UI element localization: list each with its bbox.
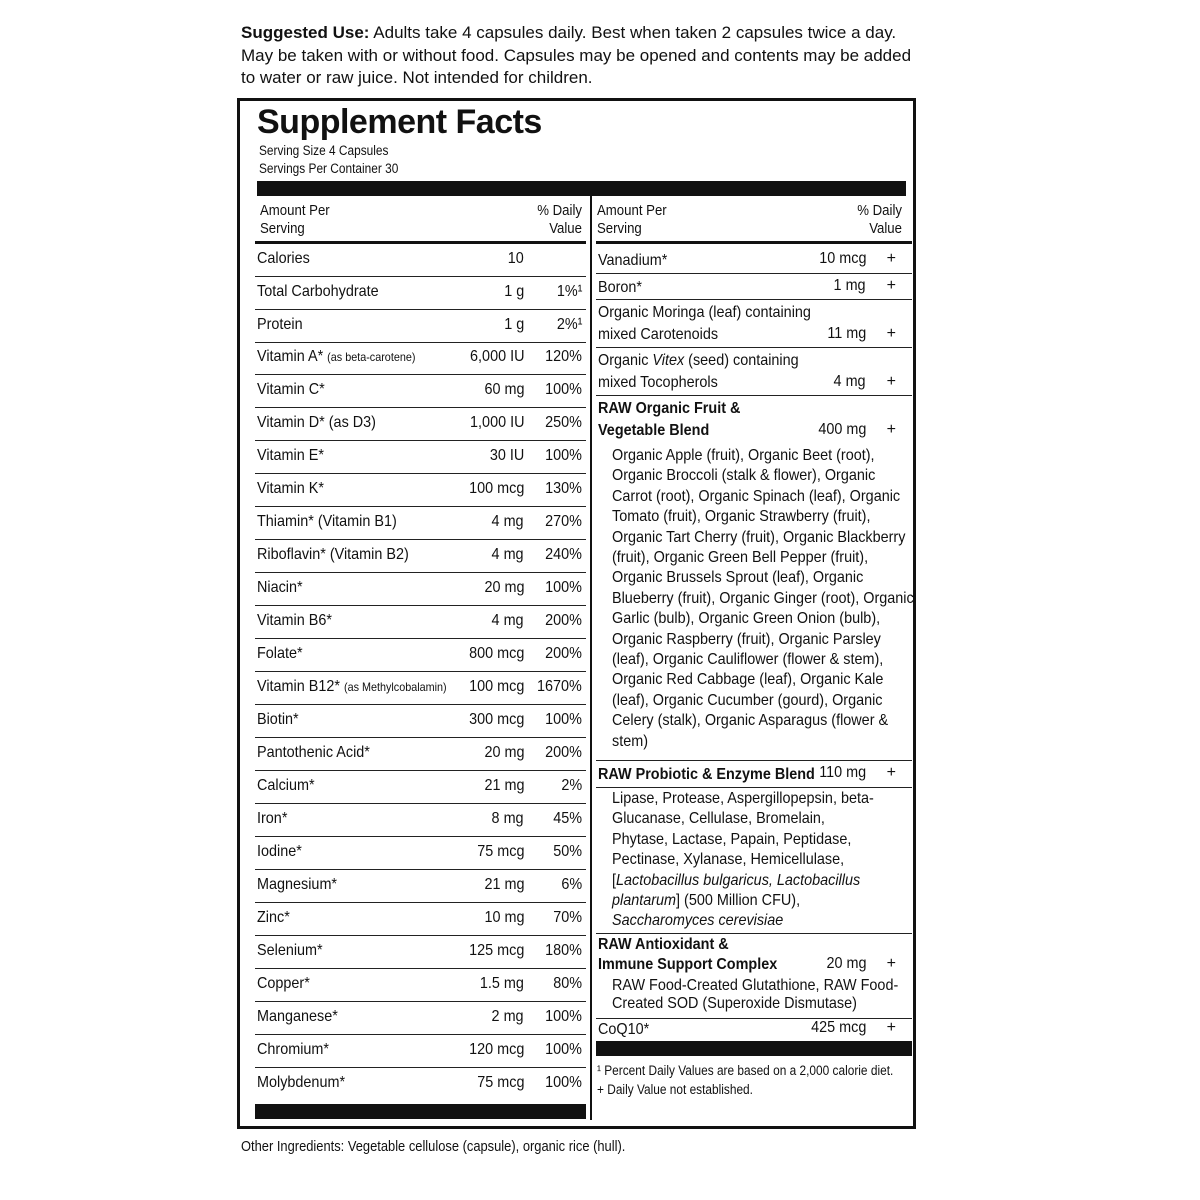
nutrient-amount: 1 g bbox=[503, 283, 524, 300]
nutrient-name-text: Vitamin A* bbox=[257, 348, 324, 365]
vitex-line1-b: Vitex bbox=[652, 352, 685, 369]
nutrient-name bbox=[257, 283, 379, 301]
nutrient-amount: 4 mg bbox=[491, 546, 524, 563]
vanadium-amount: 10 mcg bbox=[818, 250, 866, 267]
right-bottom-bar bbox=[596, 1041, 912, 1056]
nutrient-amount: 125 mcg bbox=[468, 942, 524, 959]
top-thick-bar bbox=[257, 181, 906, 196]
nutrient-row bbox=[255, 969, 586, 1002]
nutrient-name bbox=[257, 777, 315, 795]
moringa-line1: Organic Moringa (leaf) containing bbox=[598, 304, 811, 321]
nutrient-row bbox=[255, 870, 586, 903]
nutrient-name-text: Vitamin K* bbox=[257, 480, 324, 497]
nutrient-name bbox=[257, 513, 397, 531]
fruit-blend-line1: RAW Organic Fruit & bbox=[598, 400, 741, 417]
nutrient-name bbox=[257, 843, 302, 861]
footnotes bbox=[597, 1061, 893, 1099]
other-ingredients: Other Ingredients: Vegetable cellulose (capsule), organic rice (hull). bbox=[241, 1138, 626, 1155]
nutrient-name-text: Iron* bbox=[257, 810, 288, 827]
nutrient-row bbox=[255, 903, 586, 936]
coq10-name: CoQ10* bbox=[598, 1021, 650, 1038]
moringa-line2: mixed Carotenoids bbox=[598, 326, 719, 343]
nutrient-amount: 60 mg bbox=[483, 381, 524, 398]
vitex-line1 bbox=[598, 350, 799, 371]
nutrient-row bbox=[255, 705, 586, 738]
vitex-amount: 4 mg bbox=[833, 373, 866, 390]
right-header-amount: Amount Per Serving bbox=[597, 202, 667, 237]
nutrient-name-text: Total Carbohydrate bbox=[257, 283, 379, 300]
suggested-use-text: Adults take 4 capsules daily. Best when taken 2 capsules twice a day. May be taken with or without food. Capsules may be opened and contents may be added to water or raw juice. Not intended for children. bbox=[241, 23, 912, 87]
suggested-use bbox=[241, 22, 921, 90]
nutrient-name-text: Zinc* bbox=[257, 909, 290, 926]
suggested-use-label: Suggested Use: bbox=[241, 23, 370, 42]
fruit-blend-amount: 400 mg bbox=[817, 421, 866, 438]
nutrient-row bbox=[255, 1068, 586, 1101]
nutrient-row bbox=[255, 771, 586, 804]
nutrient-name-text: Copper* bbox=[257, 975, 310, 992]
nutrient-dv: 70% bbox=[553, 909, 582, 926]
coq10-amount: 425 mcg bbox=[810, 1019, 866, 1036]
nutrient-name bbox=[257, 447, 324, 465]
nutrient-amount: 75 mcg bbox=[476, 843, 524, 860]
boron-amount: 1 mg bbox=[833, 277, 866, 294]
nutrient-name bbox=[257, 316, 303, 334]
nutrient-dv: 130% bbox=[545, 480, 582, 497]
nutrient-name bbox=[257, 579, 303, 597]
nutrient-name-text: Vitamin B12* bbox=[257, 678, 340, 695]
antioxidant-line2: Immune Support Complex bbox=[598, 956, 778, 973]
nutrient-dv: 100% bbox=[545, 1074, 582, 1091]
nutrient-name-text: Niacin* bbox=[257, 579, 303, 596]
right-header-dv: % Daily Value bbox=[857, 202, 902, 237]
nutrient-name-text: Magnesium* bbox=[257, 876, 338, 893]
left-header-dv: % Daily Value bbox=[537, 202, 582, 237]
left-header-amount: Amount Per Serving bbox=[260, 202, 330, 237]
nutrient-row bbox=[255, 540, 586, 573]
coq10-row bbox=[596, 1019, 912, 1041]
nutrient-name-text: Iodine* bbox=[257, 843, 302, 860]
nutrient-name-text: Biotin* bbox=[257, 711, 299, 728]
probiotic-ingredients-b: Lactobacillus bulgaricus, Lactobacillus plantarum bbox=[612, 871, 861, 910]
nutrient-dv: 2% bbox=[561, 777, 582, 794]
nutrient-name bbox=[257, 678, 447, 696]
nutrient-dv: 100% bbox=[545, 711, 582, 728]
vitex-line2: mixed Tocopherols bbox=[598, 374, 718, 391]
fruit-blend-ingredients: Organic Apple (fruit), Organic Beet (root), Organic Broccoli (stalk & flower), Organic Carrot (root), Organic Spinach (leaf), Organic Tomato (fruit), Organic Strawberry (fruit), Organic Tart Cherry (fruit), Organic Blackberry (fruit), Organic Green Bell Pepper (fruit), Organic Brussels Sprout (leaf), Organic Blueberry (fruit), Organic Ginger (root), Organic Garlic (bulb), Organic Green Onion (bulb), Organic Raspberry (fruit), Organic Parsley (leaf), Organic Cauliflower (flower & stem), Organic Red Cabbage (leaf), Organic Kale (leaf), Organic Cucumber (gourd), Organic Celery (stalk), Organic Asparagus (flower & stem) bbox=[612, 447, 914, 750]
nutrient-dv: 80% bbox=[553, 975, 582, 992]
nutrient-dv: 6% bbox=[561, 876, 582, 893]
nutrient-name bbox=[257, 480, 324, 498]
nutrient-name bbox=[257, 612, 332, 630]
nutrient-amount: 4 mg bbox=[491, 513, 524, 530]
nutrient-amount: 6,000 IU bbox=[469, 348, 524, 365]
nutrient-name-text: Selenium* bbox=[257, 942, 323, 959]
probiotic-ingredients-c: ] (500 Million CFU), bbox=[676, 892, 801, 910]
supplement-facts-panel bbox=[237, 98, 916, 1129]
panel-title: Supplement Facts bbox=[257, 103, 542, 141]
probiotic-dv: + bbox=[886, 764, 896, 781]
nutrient-dv: 120% bbox=[545, 348, 582, 365]
nutrient-dv: 2%¹ bbox=[556, 316, 582, 333]
nutrient-name-text: Folate* bbox=[257, 645, 303, 662]
nutrient-note: (as beta-carotene) bbox=[327, 350, 416, 364]
nutrient-amount: 20 mg bbox=[483, 579, 524, 596]
nutrient-amount: 1,000 IU bbox=[469, 414, 524, 431]
nutrient-dv: 200% bbox=[545, 645, 582, 662]
nutrient-name bbox=[257, 942, 323, 960]
nutrient-dv: 100% bbox=[545, 381, 582, 398]
nutrient-name bbox=[257, 414, 376, 432]
moringa-dv: + bbox=[886, 325, 896, 342]
nutrient-name-text: Calories bbox=[257, 250, 310, 267]
nutrient-name-text: Protein bbox=[257, 316, 303, 333]
nutrient-name bbox=[257, 909, 290, 927]
nutrient-name bbox=[257, 711, 299, 729]
nutrient-row bbox=[255, 804, 586, 837]
nutrient-row bbox=[255, 342, 586, 375]
nutrient-amount: 800 mcg bbox=[468, 645, 524, 662]
nutrient-amount: 10 mg bbox=[483, 909, 524, 926]
serving-size: Serving Size 4 Capsules bbox=[259, 143, 389, 158]
nutrient-name bbox=[257, 1074, 345, 1092]
servings-per-container: Servings Per Container 30 bbox=[259, 161, 399, 176]
nutrient-row bbox=[255, 408, 586, 441]
nutrient-name bbox=[257, 250, 310, 268]
nutrient-dv: 240% bbox=[545, 546, 582, 563]
probiotic-ingredients-d: Saccharomyces cerevisiae bbox=[612, 912, 784, 930]
nutrient-name-text: Calcium* bbox=[257, 777, 315, 794]
nutrient-amount: 21 mg bbox=[483, 777, 524, 794]
antioxidant-dv: + bbox=[886, 955, 896, 972]
nutrient-name-text: Pantothenic Acid* bbox=[257, 744, 370, 761]
fruit-blend-dv: + bbox=[886, 421, 896, 438]
nutrient-amount: 8 mg bbox=[491, 810, 524, 827]
nutrient-name-text: Riboflavin* (Vitamin B2) bbox=[257, 546, 409, 563]
column-divider bbox=[590, 196, 592, 1120]
vitex-line1-a: Organic bbox=[598, 352, 653, 369]
nutrient-name bbox=[257, 1041, 329, 1059]
nutrient-amount: 30 IU bbox=[489, 447, 524, 464]
vitex-dv: + bbox=[886, 373, 896, 390]
nutrient-row bbox=[255, 639, 586, 672]
nutrient-amount: 1.5 mg bbox=[479, 975, 524, 992]
nutrient-dv: 100% bbox=[545, 1008, 582, 1025]
antioxidant-amount: 20 mg bbox=[825, 955, 866, 972]
nutrient-dv: 50% bbox=[553, 843, 582, 860]
nutrient-name bbox=[257, 744, 370, 762]
nutrient-row bbox=[255, 837, 586, 870]
moringa-amount: 11 mg bbox=[827, 325, 866, 342]
footnote-1: ¹ Percent Daily Values are based on a 2,000 calorie diet. bbox=[597, 1063, 894, 1078]
nutrient-name bbox=[257, 975, 310, 993]
nutrient-row bbox=[255, 1035, 586, 1068]
vanadium-name: Vanadium* bbox=[598, 252, 668, 269]
nutrient-row bbox=[255, 375, 586, 408]
antioxidant-ingredients: RAW Food-Created Glutathione, RAW Food-Created SOD (Superoxide Dismutase) bbox=[612, 977, 899, 1012]
nutrient-amount: 100 mcg bbox=[468, 678, 524, 695]
vanadium-dv: + bbox=[886, 250, 896, 267]
nutrient-dv: 100% bbox=[545, 1041, 582, 1058]
nutrient-dv: 180% bbox=[545, 942, 582, 959]
nutrient-name bbox=[257, 876, 337, 894]
nutrient-name bbox=[257, 348, 415, 366]
boron-dv: + bbox=[886, 277, 896, 294]
nutrient-row bbox=[255, 277, 586, 310]
nutrient-dv: 100% bbox=[545, 447, 582, 464]
nutrient-amount: 300 mcg bbox=[468, 711, 524, 728]
nutrient-name-text: Vitamin B6* bbox=[257, 612, 332, 629]
nutrient-name bbox=[257, 645, 303, 663]
probiotic-ingredients bbox=[612, 789, 882, 932]
nutrient-amount: 1 g bbox=[503, 316, 524, 333]
nutrient-amount: 10 bbox=[507, 250, 524, 267]
nutrient-dv: 200% bbox=[545, 744, 582, 761]
nutrient-name bbox=[257, 810, 287, 828]
coq10-dv: + bbox=[886, 1019, 896, 1036]
nutrient-row bbox=[255, 936, 586, 969]
nutrient-note: (as Methylcobalamin) bbox=[343, 680, 447, 694]
nutrient-dv: 200% bbox=[545, 612, 582, 629]
vitex-line1-c: (seed) containing bbox=[684, 352, 799, 369]
nutrient-name-text: Vitamin C* bbox=[257, 381, 325, 398]
probiotic-name: RAW Probiotic & Enzyme Blend bbox=[598, 766, 815, 783]
nutrient-row bbox=[255, 441, 586, 474]
probiotic-amount: 110 mg bbox=[819, 764, 866, 781]
probiotic-row bbox=[596, 761, 912, 788]
right-header-rule bbox=[596, 241, 912, 244]
footnote-2: + Daily Value not established. bbox=[597, 1082, 753, 1097]
vitex-row bbox=[596, 348, 912, 396]
left-bottom-bar bbox=[255, 1104, 586, 1119]
nutrient-row bbox=[255, 474, 586, 507]
nutrient-amount: 21 mg bbox=[483, 876, 524, 893]
boron-name: Boron* bbox=[598, 279, 643, 296]
nutrient-name bbox=[257, 381, 325, 399]
nutrient-name-text: Thiamin* (Vitamin B1) bbox=[257, 513, 397, 530]
moringa-row bbox=[596, 300, 912, 348]
nutrient-amount: 2 mg bbox=[491, 1008, 524, 1025]
nutrient-name-text: Vitamin E* bbox=[257, 447, 324, 464]
nutrient-name-text: Molybdenum* bbox=[257, 1074, 346, 1091]
nutrient-row bbox=[255, 573, 586, 606]
nutrient-name bbox=[257, 546, 409, 564]
nutrient-amount: 4 mg bbox=[491, 612, 524, 629]
boron-row bbox=[596, 274, 912, 300]
nutrient-dv: 250% bbox=[545, 414, 582, 431]
nutrient-row bbox=[255, 244, 586, 277]
nutrient-dv: 1670% bbox=[537, 678, 582, 695]
nutrient-dv: 45% bbox=[553, 810, 582, 827]
antioxidant-line1: RAW Antioxidant & bbox=[598, 936, 729, 953]
nutrient-amount: 75 mcg bbox=[476, 1074, 524, 1091]
nutrient-row bbox=[255, 672, 586, 705]
nutrient-row bbox=[255, 606, 586, 639]
nutrient-dv: 1%¹ bbox=[556, 283, 582, 300]
nutrient-row bbox=[255, 1002, 586, 1035]
nutrient-row bbox=[255, 738, 586, 771]
nutrient-amount: 100 mcg bbox=[468, 480, 524, 497]
vanadium-row bbox=[596, 247, 912, 274]
nutrient-name-text: Chromium* bbox=[257, 1041, 330, 1058]
nutrient-amount: 20 mg bbox=[483, 744, 524, 761]
nutrient-name bbox=[257, 1008, 338, 1026]
nutrient-name-text: Vitamin D* (as D3) bbox=[257, 414, 376, 431]
nutrient-row bbox=[255, 507, 586, 540]
nutrient-amount: 120 mcg bbox=[468, 1041, 524, 1058]
nutrient-name-text: Manganese* bbox=[257, 1008, 338, 1025]
probiotic-ingredients-a: Lipase, Protease, Aspergillopepsin, beta-Glucanase, Cellulase, Bromelain, Phytase, Lactase, Papain, Peptidase, Pectinase, Xylanase, Hemicellulase, [ bbox=[612, 790, 874, 889]
nutrient-dv: 270% bbox=[545, 513, 582, 530]
fruit-blend-line2: Vegetable Blend bbox=[598, 422, 710, 439]
nutrient-row bbox=[255, 310, 586, 343]
nutrient-dv: 100% bbox=[545, 579, 582, 596]
